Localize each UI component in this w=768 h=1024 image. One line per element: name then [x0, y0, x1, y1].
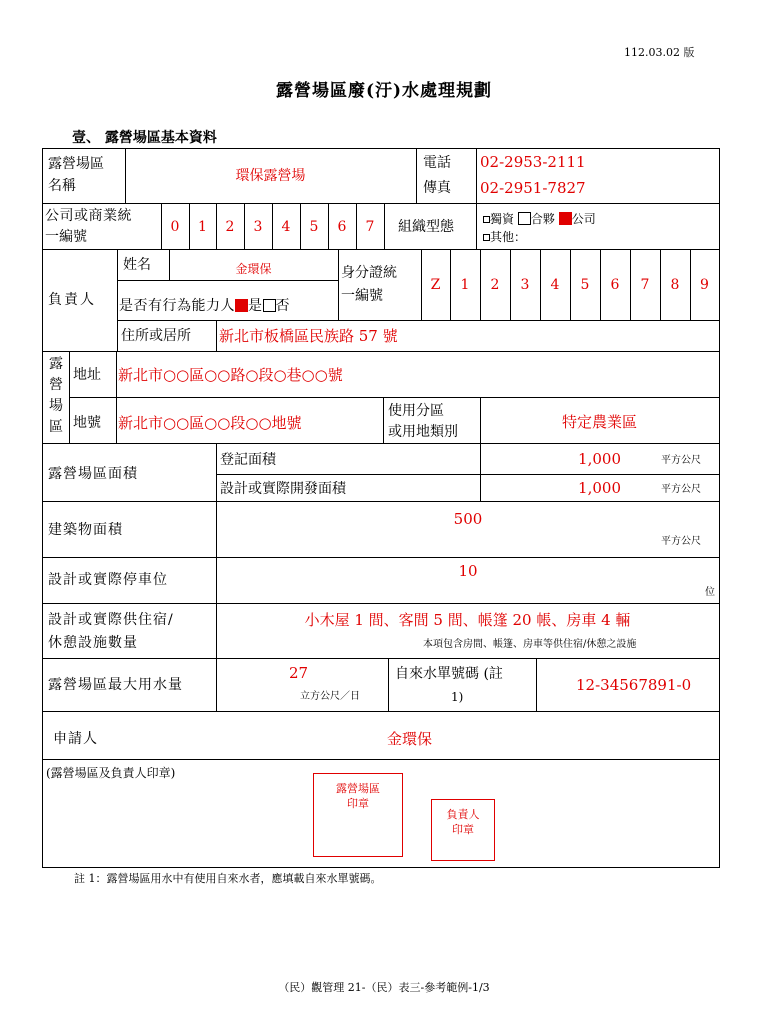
id-no-label-line1: 身分證統 — [341, 265, 397, 281]
lodging-label-line2: 休憩設施數量 — [48, 635, 138, 651]
building-area-unit: 平方公尺 — [661, 536, 701, 547]
address-label: 地址 — [73, 367, 101, 383]
camp-area-vertical-label — [43, 354, 69, 438]
fax-value: 02-2951-7827 — [480, 179, 586, 197]
uni-no-digit: 5 — [309, 219, 319, 235]
address-value: 新北市○○區○○路○段○巷○○號 — [118, 366, 343, 384]
checkbox-capacity-no[interactable] — [263, 299, 276, 312]
name-label: 姓名 — [123, 257, 151, 273]
page-title: 露營場區廢(汙)水處理規劃 — [275, 81, 493, 101]
page-footer: （民）觀管理 21-（民）表三-參考範例-1/3 — [278, 981, 490, 994]
lodging-label-line1: 設計或實際供住宿/ — [48, 612, 174, 628]
org-other-label: 其他： — [490, 230, 527, 244]
uni-no-digit: 0 — [170, 219, 180, 235]
residence-label: 住所或居所 — [121, 328, 191, 344]
developed-area-label: 設計或實際開發面積 — [220, 481, 346, 497]
org-type-options-line2 — [483, 229, 526, 245]
phone-label: 電話 — [423, 155, 451, 171]
owner-label: 負責人 — [48, 292, 96, 308]
meter-no-label-line1: 自來水單號碼 (註 — [395, 666, 503, 682]
checkbox-other[interactable] — [483, 234, 490, 241]
registered-area-value: 1,000 — [578, 450, 621, 468]
uni-no-label-line2: 一編號 — [45, 229, 87, 245]
developed-area-value: 1,000 — [578, 479, 621, 497]
id-no-digit: 9 — [700, 277, 709, 293]
id-no-digit: 8 — [670, 277, 680, 293]
developed-area-unit: 平方公尺 — [661, 484, 701, 495]
uni-no-digit: 7 — [365, 219, 375, 235]
org-type-options-line1 — [483, 211, 596, 227]
parking-label: 設計或實際停車位 — [48, 572, 168, 588]
legal-capacity-row — [119, 295, 290, 317]
id-no-digit: 5 — [580, 277, 590, 293]
parking-unit: 位 — [705, 587, 715, 598]
registered-area-unit: 平方公尺 — [661, 455, 701, 466]
meter-no-value: 12-34567891-0 — [576, 676, 692, 694]
checkbox-capacity-yes-checked[interactable] — [235, 299, 248, 312]
owner-seal-text-line2: 印章 — [452, 823, 474, 836]
checkbox-partnership[interactable] — [518, 212, 531, 225]
id-no-digit: 7 — [640, 277, 650, 293]
section-heading: 壹、 露營場區基本資料 — [72, 130, 217, 146]
capacity-yes-label: 是 — [248, 298, 263, 314]
camp-seal-text-line1: 露營場區 — [336, 782, 380, 795]
fax-label: 傳真 — [423, 180, 451, 196]
meter-no-label-line2: 1) — [451, 690, 464, 704]
id-no-digit: 4 — [550, 277, 560, 293]
footnote: 註 1：露營場區用水中有使用自來水者，應填載自來水單號碼。 — [74, 872, 382, 885]
max-water-value: 27 — [289, 664, 309, 682]
version-label: 112.03.02 版 — [624, 46, 695, 59]
org-type-label: 組織型態 — [398, 219, 454, 235]
max-water-unit: 立方公尺／日 — [300, 691, 360, 702]
seal-area-label: (露營場區及負責人印章) — [46, 766, 176, 780]
id-no-digit: 3 — [520, 277, 530, 293]
camp-vertical-char: 區 — [49, 419, 63, 435]
zoning-label-line1: 使用分區 — [388, 403, 444, 419]
owner-seal-text-line1: 負責人 — [446, 808, 480, 821]
owner-name-value: 金環保 — [235, 262, 272, 276]
lodging-note: 本項包含房間、帳篷、房車等供住宿/休憩之設施 — [423, 639, 637, 650]
applicant-value: 金環保 — [387, 730, 433, 748]
uni-no-digit: 2 — [225, 219, 235, 235]
phone-value: 02-2953-2111 — [480, 153, 586, 171]
max-water-label: 露營場區最大用水量 — [48, 677, 183, 693]
uni-no-digit: 3 — [253, 219, 263, 235]
checkbox-sole-proprietorship[interactable] — [483, 216, 490, 223]
zoning-label-line2: 或用地類別 — [388, 424, 458, 440]
lot-value: 新北市○○區○○段○○地號 — [118, 414, 302, 432]
camp-vertical-char: 場 — [49, 398, 63, 414]
camp-name-value: 環保露營場 — [235, 168, 306, 184]
camp-vertical-char: 營 — [49, 377, 63, 393]
uni-no-digit: 4 — [281, 219, 291, 235]
camp-name-label-line1: 露營場區 — [48, 156, 104, 172]
camp-area-label: 露營場區面積 — [48, 466, 138, 482]
capacity-no-label: 否 — [275, 298, 290, 314]
building-area-label: 建築物面積 — [48, 522, 123, 538]
checkbox-company-checked[interactable] — [559, 212, 572, 225]
building-area-value: 500 — [453, 510, 483, 528]
camp-seal-box — [313, 773, 403, 857]
parking-value: 10 — [458, 562, 478, 580]
org-partner-label: 合夥 — [530, 212, 555, 226]
residence-value: 新北市板橋區民族路 57 號 — [219, 327, 398, 345]
uni-no-digit: 1 — [198, 219, 207, 235]
id-no-digit: 1 — [460, 277, 470, 293]
lot-label: 地號 — [73, 415, 101, 431]
zoning-value: 特定農業區 — [561, 413, 637, 431]
id-no-digit: Z — [430, 277, 441, 293]
basic-info-form — [42, 148, 720, 868]
id-no-digit: 2 — [490, 277, 500, 293]
id-no-label-line2: 一編號 — [341, 288, 383, 304]
org-sole-label: 獨資 — [490, 212, 515, 226]
applicant-label: 申請人 — [53, 731, 98, 747]
org-company-label: 公司 — [571, 212, 596, 226]
camp-vertical-char: 露 — [49, 356, 63, 372]
uni-no-digit: 6 — [337, 219, 347, 235]
registered-area-label: 登記面積 — [220, 452, 276, 468]
camp-name-label-line2: 名稱 — [48, 178, 76, 194]
uni-no-label-line1: 公司或商業統 — [45, 208, 132, 224]
camp-seal-text-line2: 印章 — [347, 797, 369, 810]
id-no-digit: 6 — [610, 277, 620, 293]
lodging-value: 小木屋 1 間、客間 5 間、帳篷 20 帳、房車 4 輛 — [304, 611, 631, 629]
owner-seal-box — [431, 799, 495, 861]
legal-capacity-label: 是否有行為能力人 — [119, 298, 235, 314]
